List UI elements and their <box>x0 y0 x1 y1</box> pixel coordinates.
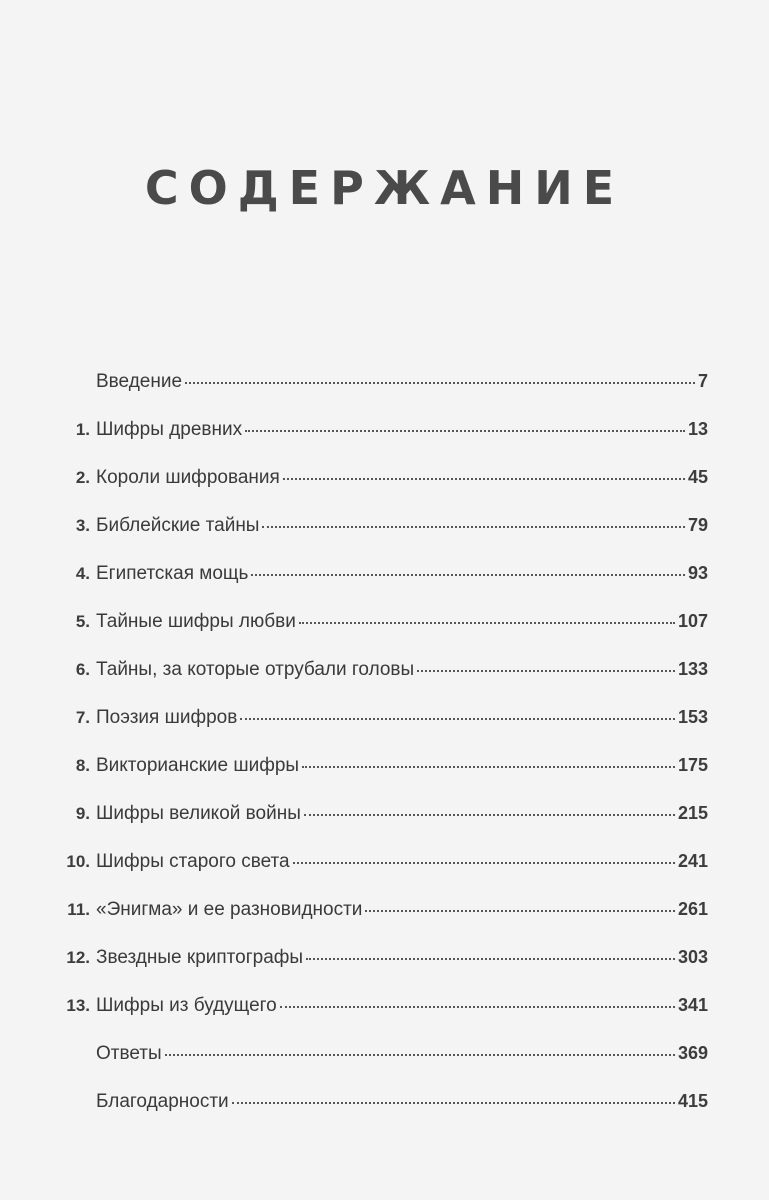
toc-entry[interactable] <box>44 702 708 750</box>
toc-entry[interactable] <box>44 606 708 654</box>
toc-entry[interactable] <box>44 462 708 510</box>
toc-entry[interactable] <box>44 798 708 846</box>
dot-leader <box>240 718 675 720</box>
toc-entry[interactable] <box>44 942 708 990</box>
dot-leader <box>232 1102 675 1104</box>
toc-entry-page: 341 <box>677 995 708 1015</box>
dot-leader <box>280 1006 675 1008</box>
toc-entry-page: 7 <box>697 371 708 391</box>
toc-entry-title: Тайны, за которые отрубали головы <box>96 659 415 680</box>
toc-entry-title: Короли шифрования <box>96 467 280 488</box>
toc-entry-title: Египетская мощь <box>96 563 249 584</box>
toc-entry-number: 3. <box>75 516 90 535</box>
page-title: СОДЕРЖАНИЕ <box>144 161 625 215</box>
toc-entry-number: 11. <box>67 900 90 919</box>
toc-entry[interactable] <box>44 366 708 414</box>
toc-entry-number: 5. <box>75 612 90 631</box>
toc-entry[interactable] <box>44 846 708 894</box>
toc-entry-page: 215 <box>677 803 708 823</box>
dot-leader <box>302 766 675 768</box>
toc-entry-title: Ответы <box>96 1043 162 1064</box>
toc-entry-page: 133 <box>677 659 708 679</box>
toc-entry-page: 415 <box>677 1091 708 1111</box>
toc-entry-number: 13. <box>66 996 90 1015</box>
toc-entry-page: 153 <box>677 707 708 727</box>
toc-entry-number: 12. <box>66 948 90 967</box>
dot-leader <box>251 574 685 576</box>
dot-leader <box>185 382 695 384</box>
toc-entry-number: 4. <box>75 564 90 583</box>
dot-leader <box>245 430 685 432</box>
toc-entry-title: Шифры старого света <box>96 851 290 872</box>
toc-entry-page: 13 <box>687 419 708 439</box>
toc-entry[interactable] <box>44 894 708 942</box>
toc-entry-number: 10. <box>66 852 90 871</box>
toc-entry-page: 175 <box>677 755 708 775</box>
toc-entry-number: 1. <box>75 420 90 439</box>
toc-entry-title: Поэзия шифров <box>96 707 238 728</box>
toc-entry-page: 93 <box>687 563 708 583</box>
toc-entry-title: Шифры из будущего <box>96 995 277 1016</box>
dot-leader <box>293 862 675 864</box>
toc-entry-page: 79 <box>687 515 708 535</box>
toc-entry-page: 303 <box>677 947 708 967</box>
toc-entry-page: 45 <box>687 467 708 487</box>
toc-entry-number: 7. <box>75 708 90 727</box>
dot-leader <box>262 526 685 528</box>
toc-entry-number: 2. <box>75 468 90 487</box>
toc-entry-number: 8. <box>75 756 90 775</box>
toc-entry[interactable] <box>44 510 708 558</box>
dot-leader <box>304 814 675 816</box>
toc-entry-title: Библейские тайны <box>96 515 260 536</box>
toc-entry-number: 6. <box>75 660 90 679</box>
toc-entry-page: 107 <box>677 611 708 631</box>
toc-entry-title: Шифры великой войны <box>96 803 301 824</box>
toc-entry[interactable] <box>44 1038 708 1086</box>
toc-entry[interactable] <box>44 750 708 798</box>
toc-entry-title: Благодарности <box>96 1091 229 1112</box>
dot-leader <box>283 478 685 480</box>
toc-entry-title: Введение <box>96 371 183 392</box>
toc-entry-title: Тайные шифры любви <box>96 611 296 632</box>
dot-leader <box>306 958 675 960</box>
table-of-contents <box>44 366 708 1134</box>
dot-leader <box>365 910 675 912</box>
toc-entry-title: «Энигма» и ее разновидности <box>96 899 363 920</box>
toc-entry-page: 241 <box>677 851 708 871</box>
toc-entry-page: 261 <box>677 899 708 919</box>
toc-entry-title: Звездные криптографы <box>96 947 304 968</box>
toc-entry-page: 369 <box>677 1043 708 1063</box>
toc-entry[interactable] <box>44 414 708 462</box>
dot-leader <box>299 622 675 624</box>
toc-entry[interactable] <box>44 1086 708 1134</box>
toc-entry-title: Шифры древних <box>96 419 243 440</box>
dot-leader <box>417 670 675 672</box>
toc-entry[interactable] <box>44 558 708 606</box>
dot-leader <box>165 1054 675 1056</box>
toc-entry-number: 9. <box>75 804 90 823</box>
toc-entry[interactable] <box>44 654 708 702</box>
toc-entry-title: Викторианские шифры <box>96 755 300 776</box>
toc-entry[interactable] <box>44 990 708 1038</box>
